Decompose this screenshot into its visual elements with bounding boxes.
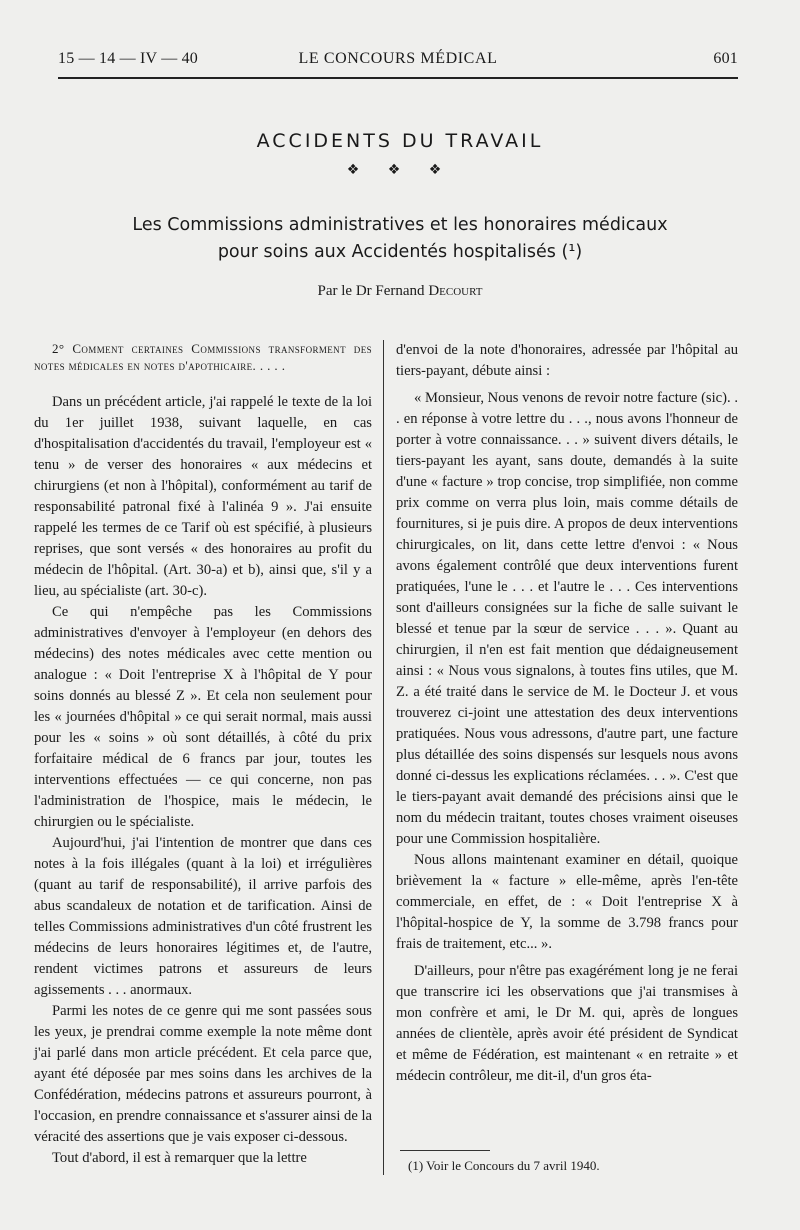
author-surname: Decourt <box>428 283 483 299</box>
paragraph: Dans un précédent article, j'ai rappelé le texte de la loi du 1er juillet 1938, suivant laquelle, en cas d'hospitalisation d'accidentés du travail, l'employeur est « tenu » de verser des honoraires « aux médecins et chirurgiens (et non à l'hôpital), conformément au tarif de responsabilité patronal fixé à l'alinéa 9 ». J'ai ensuite rappelé les termes de ce Tarif où est spécifié, à plusieurs reprises, que sont versés « des honoraires au profit du médecin de l'hôpital. (Art. 30-a) et b), ainsi que, s'il y a lieu, au spécialiste (art. 30-c). <box>34 394 372 599</box>
ornament-diamonds: ❖ ❖ ❖ <box>346 162 454 178</box>
left-column <box>34 340 372 1169</box>
page-number: 601 <box>713 50 738 67</box>
column-divider <box>383 340 384 1175</box>
article-title <box>80 212 720 266</box>
subsection-heading: 2° Comment certaines Commissions transforment des notes médicales en notes d'apothicaire. . . . . <box>34 341 372 373</box>
right-column <box>396 340 738 1087</box>
byline-prefix: Par le Dr Fernand <box>317 283 425 299</box>
section-title: ACCIDENTS DU TRAVAIL <box>256 130 544 152</box>
paragraph: d'envoi de la note d'honoraires, adressée par l'hôpital au tiers-payant, débute ainsi : <box>396 342 738 379</box>
paragraph: Ce qui n'empêche pas les Commissions administratives d'envoyer à l'employeur (en dehors des médecins) des notes médicales avec cette mention ou analogue : « Doit l'entreprise X à l'hôpital de Y pour soins donnés au blessé Z ». Et cela non seulement pour les « journées d'hôpital » ce qui serait normal, mais aussi pour les « soins » où sont détaillés, à côté du prix forfaitaire médical de 6 francs par jour, toutes les interventions effectuées — ce qui concerne, non pas l'administration de l'hospice, mais le médecin, le chirurgien ou le spécialiste. <box>34 604 372 830</box>
article-title-line-2: pour soins aux Accidentés hospitalisés (¹) <box>217 242 583 262</box>
paragraph: Aujourd'hui, j'ai l'intention de montrer que dans ces notes à la fois illégales (quant à la loi) et irrégulières (quant au tarif de responsabilité), il arrive parfois des abus scandaleux de notation et de tarification. Ainsi de telles Commissions administratives d'un côté frustrent les médecins de leurs honoraires légitimes et, de l'autre, rendent victimes patrons et assureurs de leurs agissements . . . anormaux. <box>34 835 372 998</box>
paragraph: Tout d'abord, il est à remarquer que la lettre <box>52 1150 307 1166</box>
footnote: (1) Voir le Concours du 7 avril 1940. <box>408 1158 600 1173</box>
issue-date: 15 — 14 — IV — 40 <box>58 50 198 67</box>
byline <box>0 283 800 300</box>
paragraph: « Monsieur, Nous venons de revoir notre facture (sic). . . en réponse à votre lettre du . . ., nous avons l'honneur de porter à votre connaissance. . . » suivent divers détails, le tiers-payant les ayant, sans doute, demandés à la suite d'une « facture » trop concise, trop simplifiée, non comme prix comme on verra plus loin, mais comme détails de fournitures, si je puis dire. A propos de deux interventions chirurgicales, on lit, dans cette lettre d'envoi : « Nous avons également contrôlé que deux interventions furent pratiquées, l'une le . . . et l'autre le . . . Ces interventions sont d'ailleurs consignées sur la fiche de salle suivant le blessé et tenue par la sœur de service . . . ». Quant au chirurgien, il n'en est fait mention que dédaigneusement ainsi : « Nous vous signalons, à toutes fins utiles, que M. Z. a été traité dans le service de M. le Docteur J. et vous trouverez ci-joint une attestation des deux interventions pratiquées. Nous vous adressons, d'autre part, une facture plus détaillée des soins dispensés sur lesquels nous avons donné ci-dessus les explications réclamées. . . ». C'est que le tiers-payant avait demandé des précisions ainsi que le nom du médecin traitant, toutes choses vraiment oiseuses pour une Commission hospitalière. <box>396 390 738 847</box>
header-rule <box>58 77 738 79</box>
journal-name: LE CONCOURS MÉDICAL <box>298 50 498 67</box>
paragraph: D'ailleurs, pour n'être pas exagérément long je ne ferai que transcrire ici les observations que j'ai transmises à mon confrère et ami, le Dr M. qui, après de longues années de clientèle, après avoir été président de Syndicat et même de Fédération, est maintenant « en retraite » et médecin contrôleur, me dit-il, d'un gros éta- <box>396 963 738 1084</box>
running-head <box>58 50 738 74</box>
article-title-line-1: Les Commissions administratives et les honoraires médicaux <box>132 215 668 235</box>
paragraph: Parmi les notes de ce genre qui me sont passées sous les yeux, je prendrai comme exemple la note même dont j'ai parlé dans mon article précédent. Et cela parce que, ayant été déposée par mes soins dans les archives de la Confédération, médecins patrons et assureurs pourront, à l'occasion, en prendre connaissance et s'assurer ainsi de la véracité des assertions que je vais exposer ci-dessous. <box>34 1003 372 1145</box>
footnote-rule <box>400 1150 490 1151</box>
paragraph: Nous allons maintenant examiner en détail, quoique brièvement la « facture » elle-même, après l'en-tête commerciale, en effet, de : « Doit l'entreprise X à l'hôpital-hospice de Y, la somme de 3.798 francs pour frais de traitement, etc... ». <box>396 852 738 952</box>
